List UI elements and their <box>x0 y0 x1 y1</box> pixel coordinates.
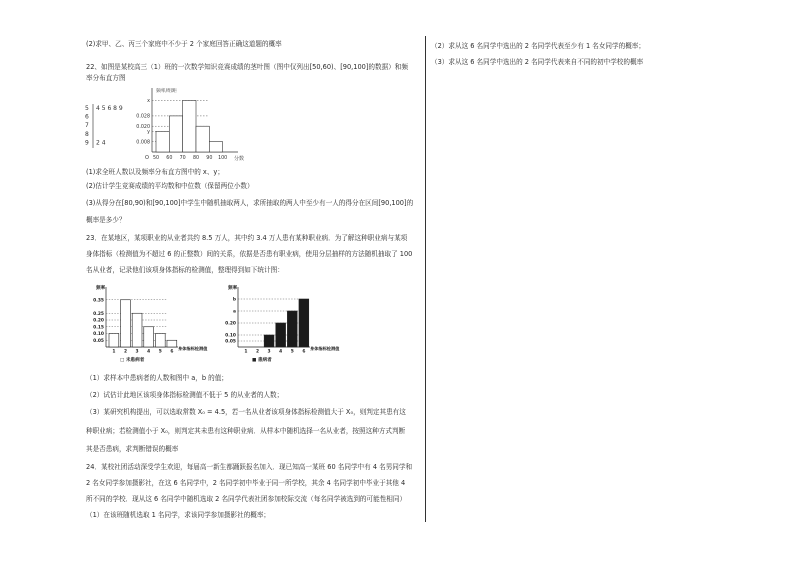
patient-x-tick: 5 <box>290 349 294 355</box>
patient-x-label: 身体指标检测值 <box>310 346 340 351</box>
hist-bar <box>169 116 182 152</box>
patient-x-tick: 1 <box>244 349 248 355</box>
healthy-legend: □ 未患病者 <box>120 358 145 363</box>
stem-leaf-plot <box>84 104 134 152</box>
q24-sub1: （1）在该班随机选取 1 名同学，求该同学参加摄影社的概率； <box>86 511 271 519</box>
patient-x-tick: 2 <box>255 349 260 355</box>
hist-bar <box>196 126 209 152</box>
patient-y-tick: 0.10 <box>225 333 236 339</box>
hist-origin: O <box>145 155 149 161</box>
stem-9: 9 <box>85 139 89 147</box>
hist-y-label: 频率/组距 <box>156 89 177 94</box>
hist-y-tick: 0.008 <box>136 140 150 146</box>
patient-y-tick: 0.05 <box>225 339 236 345</box>
q23-stem-line1: 23．在某地区，某项职业的从业者共约 8.5 万人，其中约 3.4 万人患有某种职业病．为了解这种职业病与某项 <box>86 234 408 242</box>
healthy-x-label: 身体指标检测值 <box>178 346 208 351</box>
patient-frequency-chart <box>216 283 346 365</box>
q23-sub1: （1）求样本中患病者的人数和图中 a，b 的值； <box>86 374 228 382</box>
healthy-y-tick: 0.20 <box>93 318 104 324</box>
q21-part2: (2)求甲、乙、丙三个家庭中不少于 2 个家庭回答正确这道题的概率 <box>86 40 282 48</box>
patient-bar <box>287 311 297 347</box>
healthy-x-tick: 3 <box>135 349 139 355</box>
hist-y-tick: 0.020 <box>136 125 150 131</box>
stem-8: 8 <box>85 130 89 138</box>
q23-sub3-line2: 种职业病；若检测值小于 X₀，则判定其未患有这种职业病．从样本中随机选择一名从业者，按照这种方式判断 <box>86 427 406 435</box>
column-divider <box>425 36 426 522</box>
healthy-y-tick: 0.05 <box>93 338 104 344</box>
patient-legend: ■ 患病者 <box>252 358 272 363</box>
healthy-y-tick: 0.35 <box>93 298 104 304</box>
hist-y-tick: y <box>147 130 150 136</box>
healthy-y-tick: 0.25 <box>93 311 104 317</box>
healthy-y-label: 频率 <box>96 286 106 291</box>
q22-sub1: (1)求全班人数以及频率分布直方图中的 x、y； <box>86 168 224 176</box>
healthy-bar <box>132 313 142 347</box>
healthy-x-tick: 6 <box>170 349 174 355</box>
healthy-y-tick: 0.10 <box>93 332 104 338</box>
patient-y-tick: b <box>232 297 236 303</box>
hist-y-tick: x <box>147 99 150 105</box>
hist-x-tick: 50 <box>152 156 160 161</box>
q23-sub2: （2）试估计此地区该项身体指标检测值不低于 5 的从业者的人数； <box>86 391 284 399</box>
hist-x-tick: 90 <box>206 156 213 161</box>
q23-stem-line2: 身体指标（检测值为不超过 6 的正整数）间的关系，依据是否患有职业病，使用分层抽样的方法随机抽取了 100 <box>86 250 413 258</box>
hist-bar <box>183 100 196 152</box>
patient-bar <box>299 299 309 347</box>
stem-6: 6 <box>85 113 89 121</box>
healthy-bar <box>121 300 131 347</box>
hist-x-tick: 100 <box>218 156 228 161</box>
healthy-bar <box>109 334 119 348</box>
q24-stem-line1: 24．某校社团活动深受学生欢迎，每届高一新生都踊跃报名加入．现已知高一某班 60 名同学中有 4 名男同学和 <box>86 463 413 471</box>
patient-bar <box>264 335 274 347</box>
patient-x-tick: 6 <box>302 349 306 355</box>
healthy-x-tick: 4 <box>147 349 151 355</box>
healthy-x-tick: 2 <box>123 349 128 355</box>
hist-x-tick: 60 <box>166 156 173 161</box>
healthy-y-tick: 0.15 <box>93 325 104 331</box>
patient-y-tick: 0.20 <box>225 321 236 327</box>
hist-x-tick: 80 <box>192 156 200 161</box>
healthy-bar <box>144 327 154 347</box>
patient-y-label: 频率 <box>228 286 238 291</box>
patient-x-tick: 3 <box>267 349 271 355</box>
q24-sub3: （3）求从这 6 名同学中选出的 2 名同学代表来自不同的初中学校的概率 <box>431 58 644 66</box>
patient-y-tick: a <box>233 309 236 315</box>
healthy-bar <box>167 340 177 347</box>
q23-sub3-line3: 其是否患病，求判断错误的概率 <box>86 445 179 453</box>
q22-sub3-cont: 概率是多少？ <box>86 216 126 224</box>
hist-bar <box>209 142 222 152</box>
q23-sub3-line1: （3）某研究机构提出，可以选取常数 X₀ = 4.5，若一名从业者该项身体指标检测值大于 X₀，则判定其患有这 <box>86 408 406 416</box>
hist-bar <box>156 131 169 152</box>
healthy-x-tick: 5 <box>158 349 162 355</box>
q24-stem-line3: 所不同的学校．现从这 6 名同学中随机选取 2 名同学代表社团参加校际交流（每名同学被选到的可能性相同） <box>86 495 407 503</box>
hist-x-tick: 70 <box>179 156 186 161</box>
healthy-bar <box>155 334 165 348</box>
q22-sub3: (3)从得分在[80,90)和[90,100]中学生中随机抽取两人，求所抽取的两人中至少有一人的得分在区间[90,100]的 <box>86 199 414 207</box>
stem-5: 5 <box>85 105 89 112</box>
q24-stem-line2: 2 名女同学参加摄影社，在这 6 名同学中，2 名同学初中毕业于同一所学校，其余 4 名同学初中毕业于其他 4 <box>86 479 406 487</box>
q22-sub2: (2)估计学生竞赛成绩的平均数和中位数（保留两位小数） <box>86 182 254 190</box>
q22-stem-line1: 22、如图是某校高三（1）班的一次数学知识竞赛成绩的茎叶图（图中仅列出[50,60)、[90,100]的数据）和频 <box>86 63 408 71</box>
frequency-histogram <box>134 86 244 162</box>
hist-x-label: 分数 <box>234 156 244 162</box>
leaves-5: 4 5 6 8 9 <box>96 105 123 112</box>
q23-stem-line3: 名从业者，记录他们该项身体指标的检测值，整理得到如下统计图： <box>86 266 284 274</box>
healthy-x-tick: 1 <box>112 349 116 355</box>
patient-x-tick: 4 <box>279 349 283 355</box>
q22-stem-line2: 率分布直方图 <box>86 74 126 82</box>
q24-sub2: （2）求从这 6 名同学中选出的 2 名同学代表至少有 1 名女同学的概率； <box>431 42 645 50</box>
healthy-frequency-chart <box>84 283 214 365</box>
stem-7: 7 <box>85 122 89 130</box>
hist-y-tick: 0.028 <box>136 114 150 120</box>
leaves-9: 2 4 <box>96 139 106 147</box>
patient-bar <box>276 323 286 347</box>
